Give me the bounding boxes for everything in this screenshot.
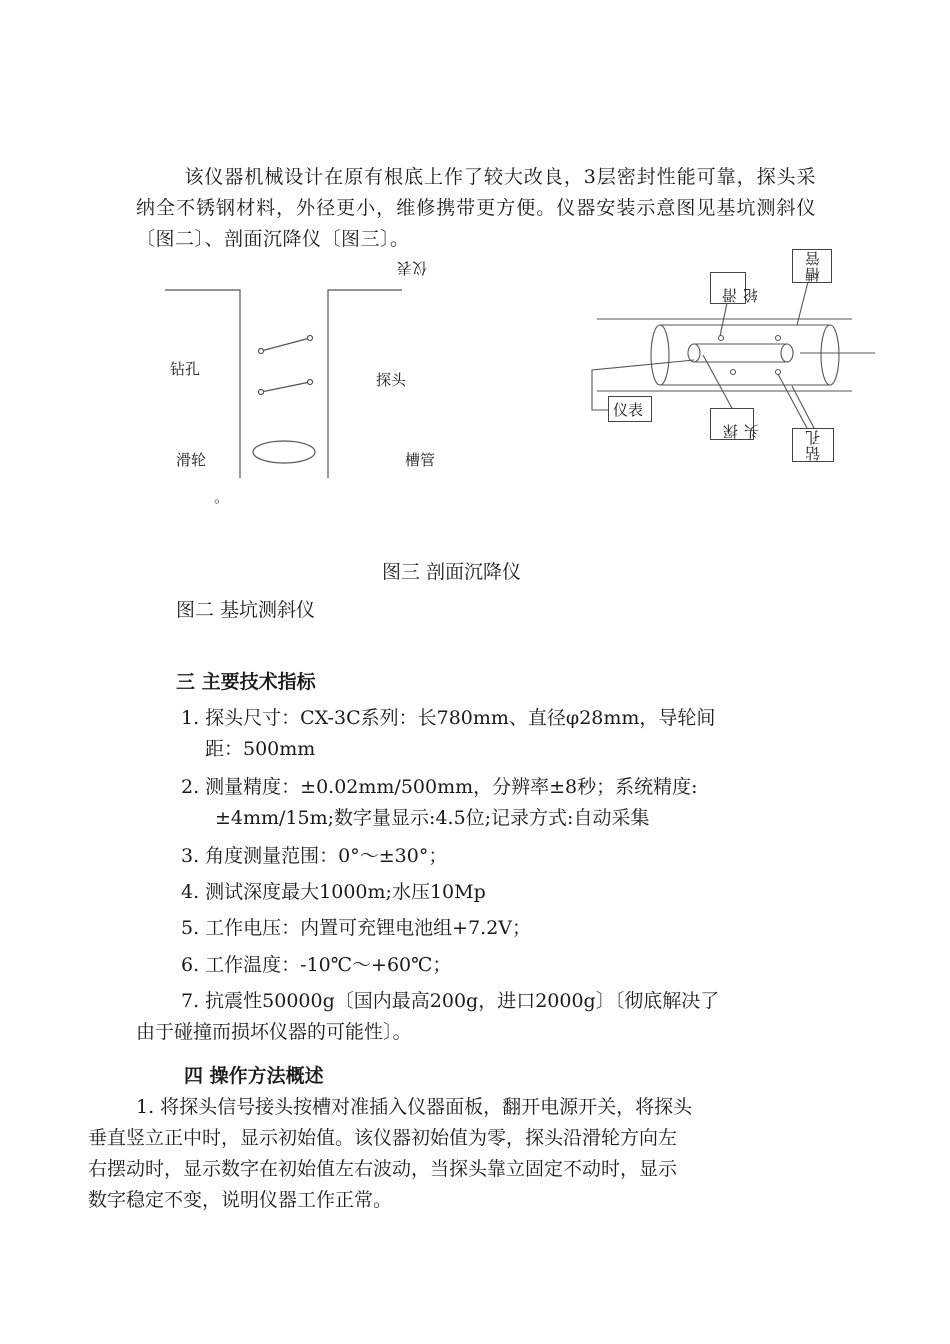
fig2-dot: 。 (214, 488, 230, 506)
fig3-borehole-label: 钻孔 (804, 429, 822, 461)
probe-wheel (308, 380, 313, 385)
probe-wheel (308, 336, 313, 341)
section4-line-4: 数字稳定不变，说明仪器工作正常。 (88, 1189, 393, 1211)
fig2-groove-label: 槽管 (405, 451, 436, 469)
probe-segment-lower (261, 382, 310, 392)
section4-line-1: 1. 将探头信号接头按槽对准插入仪器面板，翻开电源开关，将探头 (136, 1096, 693, 1118)
probe-wheel (259, 390, 264, 395)
spec-item-2 (181, 772, 698, 834)
spec-item-2-line2: ±4mm/15m;数字量显示:4.5位;记录方式:自动采集 (215, 807, 650, 829)
fig2-pulley-label: 滑轮 (176, 451, 207, 469)
spec-item-4: 4. 测试深度最大1000m;水压10Mp (181, 881, 486, 903)
probe-leader (703, 355, 733, 410)
probe-wheel (259, 349, 264, 354)
fig2-meter-label: 仪表 (397, 259, 428, 277)
pulley-ellipse (253, 441, 315, 463)
spec-item-1-line2: 距：500mm (205, 738, 316, 760)
probe-wheel (731, 370, 736, 375)
fig3-groove-label: 槽管 (804, 250, 822, 282)
probe-wheel (776, 370, 781, 375)
fig2-probe-label: 探头 (376, 371, 407, 389)
probe-wheel (776, 336, 781, 341)
fig3-meter-box (608, 396, 652, 422)
pipe-right-end (821, 325, 839, 385)
spec-item-7-line1: 7. 抗震性50000g〔国内最高200g，进口2000g〕〔彻底解决了 (181, 990, 720, 1012)
fig3-pulley-box (710, 272, 760, 304)
spec-item-3: 3. 角度测量范围：0°～±30°； (181, 845, 448, 867)
section4-title: 四 操作方法概述 (184, 1065, 324, 1087)
fig3-borehole-box (792, 428, 834, 462)
probe-right-end (781, 344, 793, 362)
fig3-meter-label: 仪表 (613, 401, 644, 419)
spec-item-7 (136, 986, 826, 1048)
figure2-caption: 图二 基坑测斜仪 (176, 599, 316, 621)
fig3-probe-box (710, 408, 761, 440)
spec-item-7-line2: 由于碰撞而损坏仪器的可能性〕。 (136, 1021, 412, 1043)
probe-segment-upper (261, 338, 310, 351)
pipe-left-end (651, 325, 669, 385)
spec-item-6: 6. 工作温度：-10℃～+60℃； (181, 954, 452, 976)
spec-item-1 (181, 703, 715, 765)
borehole-leader-1 (778, 374, 808, 430)
section4-line-2: 垂直竖立正中时，显示初始值。该仪器初始值为零，探头沿滑轮方向左 (88, 1127, 678, 1149)
probe-left-end (688, 344, 700, 362)
fig3-probe-label: 探头 (722, 423, 761, 439)
borehole-leader-2 (792, 386, 815, 430)
fig3-groove-box (792, 249, 832, 283)
spec-item-1-line1: 1. 探头尺寸：CX-3C系列：长780mm、直径φ28mm，导轮间 (181, 707, 716, 729)
section3-title: 三 主要技术指标 (176, 671, 316, 693)
fig2-borehole-label: 钻孔 (170, 360, 201, 378)
probe-wheel (719, 336, 724, 341)
fig3-pulley-label: 滑轮 (721, 287, 760, 303)
intro-text: 该仪器机械设计在原有根底上作了较大改良，3层密封性能可靠，探头采纳全不锈钢材料，外径更小，维修携带更方便。仪器安装示意图见基坑测斜仪〔图二〕、剖面沉降仪〔图三〕。 (136, 166, 816, 250)
spec-item-5: 5. 工作电压：内置可充锂电池组+7.2V； (181, 917, 532, 939)
section4-paragraph (88, 1092, 818, 1216)
section4-line-3: 右摆动时，显示数字在初始值左右波动，当探头靠立固定不动时，显示 (88, 1158, 678, 1180)
figure3-caption: 图三 剖面沉降仪 (382, 561, 522, 583)
spec-item-2-line1: 2. 测量精度：±0.02mm/500mm，分辨率±8秒；系统精度: (181, 776, 698, 798)
